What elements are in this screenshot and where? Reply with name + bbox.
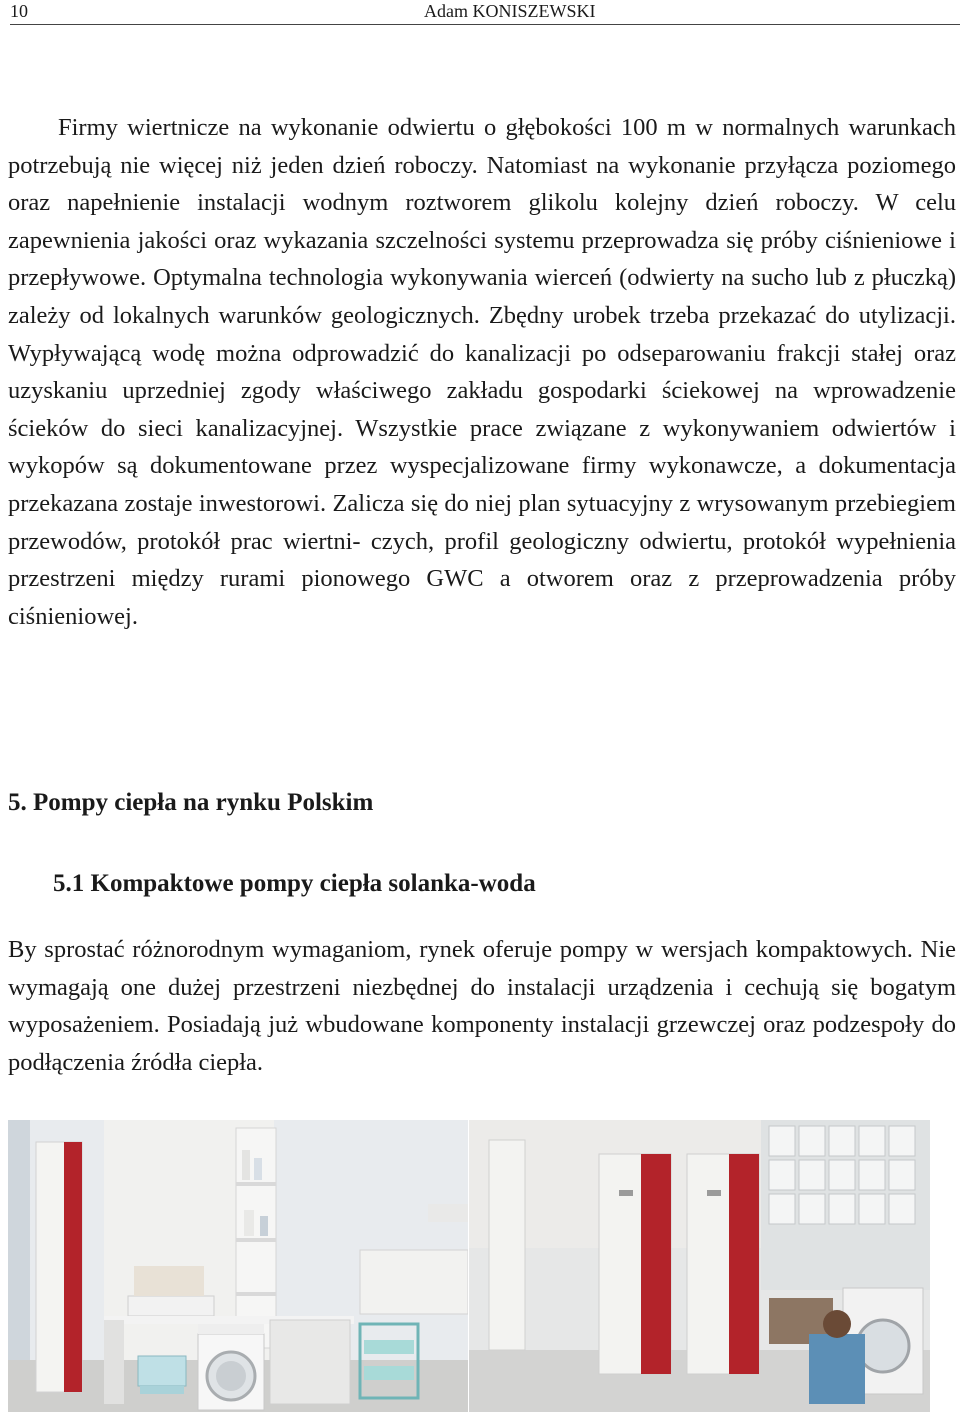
photo-laundry-heat-pump [8, 1120, 468, 1412]
photo-basement-heat-pumps [469, 1120, 930, 1412]
body-paragraph-2: By sprostać różnorodnym wymaganiom, rynek oferuje pompy w wersjach kompaktowych. Nie wymagają one dużej przestrzeni niezbędnej do instalacji urządzenia i cechują się bogatym wyposażeniem. Posiadają już wbudowane komponenty instalacji grzewczej oraz podzespoły do podłączenia źródła ciepła. [8, 936, 956, 1076]
page-header [10, 0, 960, 25]
running-author: Adam KONISZEWSKI [424, 1, 596, 21]
laundry-scene [8, 1120, 468, 1412]
page-number: 10 [10, 1, 28, 21]
section-heading-5: 5. Pompy ciepła na rynku Polskim [8, 789, 374, 816]
body-paragraph-1: Firmy wiertnicze na wykonanie odwiertu o głębokości 100 m w normalnych warunkach potrzebują nie więcej niż jeden dzień roboczy. Natomiast na wykonanie przyłącza poziomego oraz napełnienie instalacji wodnym roztworem glikolu kolejny dzień roboczy. W celu zapewnienia jakości oraz wykazania szczelności systemu przeprowadza się próby ciśnieniowe i przepływowe. Optymalna technologia wykonywania wierceń (odwierty na sucho lub z płuczką) zależy od lokalnych warunków geologicznych. Zbędny urobek trzeba przekazać do utylizacji. Wypływającą wodę można odprowadzić do kanalizacji po odseparowaniu frakcji stałej oraz uzyskaniu uprzedniej zgody właściwego zakładu gospodarki ściekowej na wprowadzenie ścieków do sieci kanalizacyjnej. Wszystkie prace związane z wykonywaniem odwiertów i wykopów są dokumentowane przez wyspecjalizowane firmy wykonawcze, a dokumentacja przekazana zostaje inwestorowi. Zalicza się do niej plan sytuacyjny z wrysowanym przebiegiem przewodów, protokół prac wiertni- czych, profil geologiczny odwiertu, protokół wypełnienia przestrzeni między rurami pionowego GWC a otworem oraz z przeprowadzenia próby ciśnieniowej. [8, 114, 956, 630]
section-heading-5-1: 5.1 Kompaktowe pompy ciepła solanka-woda [53, 870, 536, 897]
basement-scene [469, 1120, 930, 1412]
